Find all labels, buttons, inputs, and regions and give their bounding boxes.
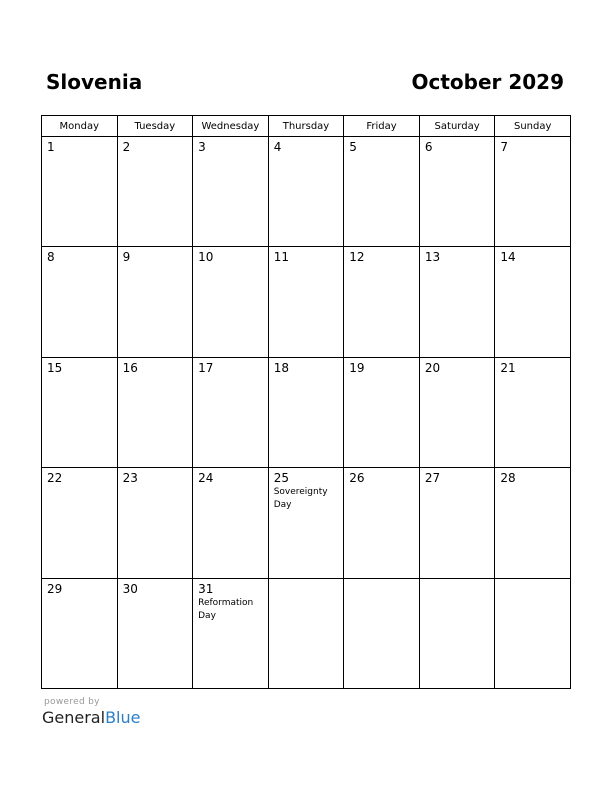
calendar-day-cell	[193, 247, 269, 357]
calendar-day-cell	[495, 137, 571, 247]
day-number: 25	[273, 471, 289, 486]
calendar-week-row	[42, 247, 571, 357]
holiday-label	[42, 596, 117, 597]
calendar-day-cell	[344, 137, 420, 247]
holiday-label	[344, 154, 419, 155]
day-number: 3	[198, 140, 206, 154]
calendar-day-cell	[344, 247, 420, 357]
holiday-label	[193, 264, 268, 265]
calendar-day-cell	[42, 137, 118, 247]
brand-general: General	[42, 708, 106, 727]
holiday-label	[420, 264, 495, 265]
calendar-day-cell	[268, 247, 344, 357]
day-number: 2	[122, 140, 131, 154]
day-number: 10	[198, 250, 214, 265]
holiday-label	[193, 375, 268, 376]
calendar-day-cell	[344, 578, 420, 688]
calendar-day-cell	[495, 468, 571, 578]
calendar-day-cell	[495, 247, 571, 357]
calendar-week-row	[42, 468, 571, 578]
calendar-day-cell	[495, 578, 571, 688]
holiday-label	[42, 154, 117, 155]
calendar-day-cell	[419, 247, 495, 357]
holiday-label	[42, 375, 117, 376]
calendar-grid	[41, 115, 571, 689]
day-number: 28	[500, 471, 516, 486]
holiday-label	[420, 485, 495, 486]
holiday-label	[420, 375, 495, 376]
calendar-day-cell	[268, 578, 344, 688]
holiday-label: Reformation Day	[198, 597, 254, 621]
day-number: 31	[198, 581, 214, 596]
calendar-day-cell	[268, 357, 344, 467]
day-number: 1	[47, 140, 55, 154]
calendar-day-cell	[419, 137, 495, 247]
day-number: 9	[122, 250, 131, 265]
day-number: 8	[47, 250, 55, 265]
holiday-label	[269, 154, 344, 155]
holiday-label	[495, 154, 570, 155]
holiday-label	[118, 485, 193, 486]
day-number: 29	[47, 581, 63, 596]
calendar-day-cell	[117, 247, 193, 357]
holiday-label	[344, 485, 419, 486]
holiday-label	[118, 375, 193, 376]
day-number: 18	[273, 360, 289, 375]
weekday-header: Friday	[344, 116, 420, 137]
brand-blue: Blue	[105, 708, 141, 727]
calendar-week-row	[42, 137, 571, 247]
weekday-header: Sunday	[495, 116, 571, 137]
weekday-header: Tuesday	[117, 116, 193, 137]
day-number: 26	[349, 471, 365, 486]
holiday-label	[42, 264, 117, 265]
day-number: 12	[349, 250, 365, 265]
weekday-header: Thursday	[268, 116, 344, 137]
day-number: 13	[424, 250, 441, 265]
calendar-day-cell	[268, 137, 344, 247]
holiday-label	[42, 485, 117, 486]
holiday-label: Sovereignty Day	[273, 487, 328, 511]
day-number: 14	[500, 250, 516, 265]
brand-logo[interactable]	[42, 708, 140, 727]
calendar-day-cell	[42, 578, 118, 688]
holiday-label	[420, 154, 495, 155]
day-number: 19	[349, 360, 365, 375]
holiday-label	[495, 485, 570, 486]
holiday-label	[344, 375, 419, 376]
day-number: 23	[122, 471, 138, 486]
day-number: 7	[500, 140, 509, 154]
day-number: 16	[122, 360, 138, 375]
calendar-day-cell	[117, 468, 193, 578]
calendar-day-cell	[42, 357, 118, 467]
calendar-day-cell	[268, 468, 344, 578]
calendar-day-cell	[419, 468, 495, 578]
calendar-day-cell	[193, 357, 269, 467]
calendar-body	[42, 137, 571, 689]
holiday-label	[118, 264, 193, 265]
month-title: October 2029	[411, 70, 564, 94]
holiday-label	[420, 582, 495, 583]
day-number: 21	[500, 360, 516, 375]
calendar-day-cell	[42, 247, 118, 357]
day-number: 11	[273, 250, 289, 265]
weekday-header: Monday	[42, 116, 118, 137]
calendar-day-cell	[419, 578, 495, 688]
day-number: 5	[349, 140, 357, 154]
calendar-day-cell	[117, 357, 193, 467]
country-title: Slovenia	[46, 70, 143, 94]
day-number: 20	[424, 360, 441, 375]
calendar-day-cell	[117, 137, 193, 247]
holiday-label	[495, 375, 570, 376]
calendar-day-cell	[419, 357, 495, 467]
holiday-label	[269, 264, 344, 265]
calendar-day-cell	[344, 357, 420, 467]
weekday-header: Saturday	[419, 116, 495, 137]
calendar-week-row	[42, 357, 571, 467]
calendar-day-cell	[193, 137, 269, 247]
holiday-label	[269, 375, 344, 376]
calendar-day-cell	[117, 578, 193, 688]
holiday-label	[193, 154, 268, 155]
holiday-label	[269, 582, 344, 583]
calendar-day-cell	[42, 468, 118, 578]
holiday-label	[495, 264, 570, 265]
day-number: 4	[273, 140, 282, 154]
holiday-label	[495, 582, 570, 583]
day-number: 27	[424, 471, 441, 486]
day-number: 22	[47, 471, 63, 486]
day-number: 17	[198, 360, 214, 375]
holiday-label	[118, 596, 193, 597]
day-number: 15	[47, 360, 63, 375]
calendar-day-cell	[495, 357, 571, 467]
calendar-day-cell	[193, 578, 269, 688]
holiday-label	[344, 264, 419, 265]
weekday-header: Wednesday	[193, 116, 269, 137]
weekday-header-row	[42, 116, 571, 137]
calendar-week-row	[42, 578, 571, 688]
holiday-label	[118, 154, 193, 155]
day-number: 6	[424, 140, 433, 154]
holiday-label	[344, 582, 419, 583]
powered-by-text: powered by	[44, 697, 100, 707]
day-number: 30	[122, 581, 138, 596]
day-number: 24	[198, 471, 214, 486]
calendar-day-cell	[193, 468, 269, 578]
holiday-label	[193, 485, 268, 486]
calendar-day-cell	[344, 468, 420, 578]
